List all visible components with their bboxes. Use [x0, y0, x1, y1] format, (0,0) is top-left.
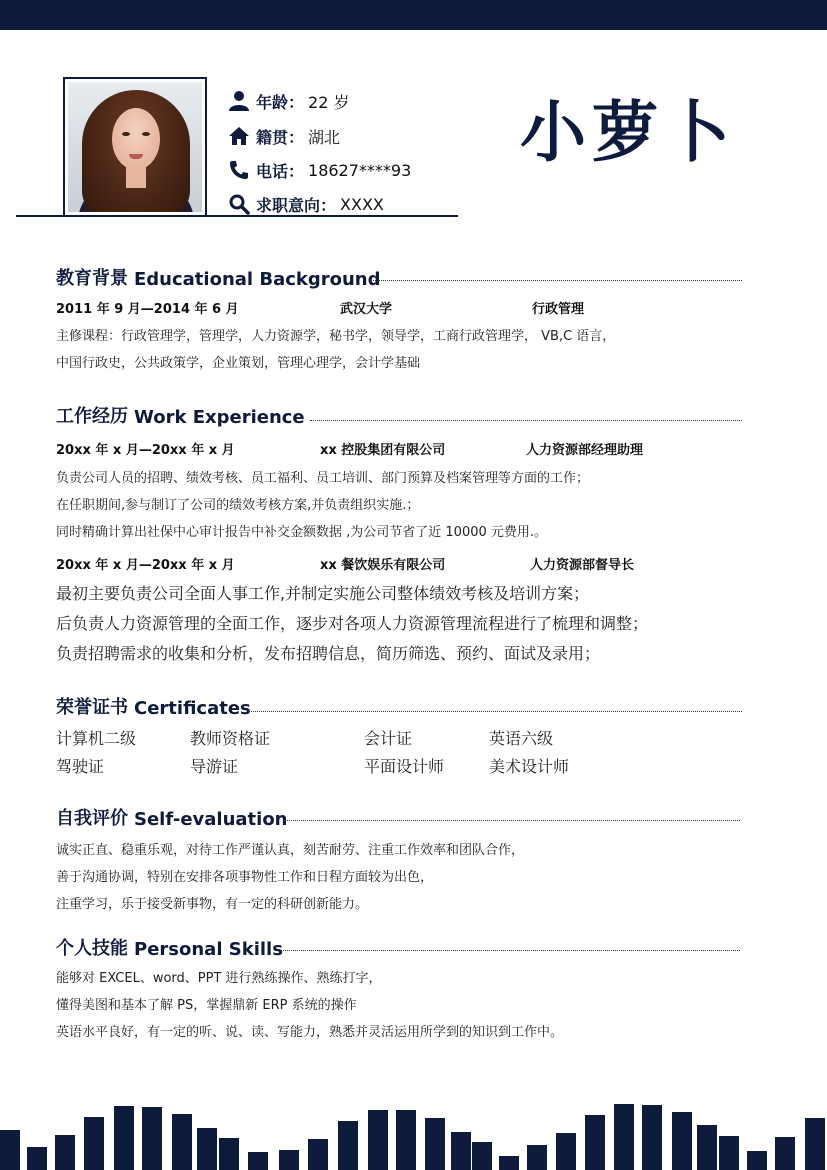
decorative-bar	[279, 1150, 299, 1170]
decorative-bar	[114, 1106, 134, 1170]
info-intention-label: 求职意向：	[256, 195, 337, 215]
skills-title-zh: 个人技能	[56, 938, 128, 959]
decorative-bar	[451, 1132, 471, 1170]
self-eval-line: 注重学习，乐于接受新事物，有一定的科研创新能力。	[56, 897, 369, 912]
education-courses-line1: 主修课程：行政管理学，管理学，人力资源学，秘书学，领导学，工商行政管理学， VB,C 语言，	[56, 329, 616, 344]
job1-line: 负责公司人员的招聘、绩效考核、员工福利、员工培训、部门预算及档案管理等方面的工作；	[56, 471, 590, 486]
avatar-face	[112, 108, 160, 170]
certificate-item: 教师资格证	[190, 729, 271, 748]
skill-line: 英语水平良好，有一定的听、说、读、写能力，熟悉并灵活运用所学到的知识到工作中。	[56, 1025, 564, 1040]
info-intention	[228, 192, 384, 216]
section-divider	[280, 950, 740, 951]
phone-icon	[228, 159, 250, 181]
certificate-item: 计算机二级	[56, 729, 137, 748]
decorative-bar	[642, 1105, 662, 1170]
certificate-item: 美术设计师	[489, 757, 570, 776]
decorative-bar	[27, 1147, 47, 1170]
section-divider	[310, 420, 742, 421]
decorative-bar	[747, 1151, 767, 1170]
work-title-zh: 工作经历	[56, 406, 128, 427]
decorative-bar	[0, 1130, 20, 1170]
certificates-title-en: Certificates	[134, 698, 251, 719]
job2-position: 人力资源部督导长	[530, 558, 635, 573]
decorative-bar	[499, 1156, 519, 1170]
decorative-bar	[248, 1152, 268, 1170]
job1-line: 在任职期间,参与制订了公司的绩效考核方案,并负责组织实施.；	[56, 498, 420, 513]
avatar-eye-left	[122, 132, 130, 136]
self-eval-line: 诚实正直、稳重乐观，对待工作严谨认真，刻苦耐劳、注重工作效率和团队合作，	[56, 843, 525, 858]
search-icon	[228, 193, 250, 215]
decorative-bar	[672, 1112, 692, 1170]
certificate-item: 英语六级	[489, 729, 554, 748]
person-icon	[228, 90, 250, 112]
profile-photo	[63, 77, 207, 217]
decorative-bar	[142, 1107, 162, 1170]
top-banner	[0, 0, 827, 30]
info-age-label: 年龄：	[256, 92, 305, 112]
decorative-bar	[614, 1104, 634, 1170]
info-hometown-value: 湖北	[308, 127, 341, 147]
decorative-bar	[338, 1121, 358, 1170]
certificates-title	[56, 693, 251, 719]
decorative-bar	[308, 1139, 328, 1170]
decorative-bar	[697, 1125, 717, 1170]
certificate-item: 导游证	[190, 757, 239, 776]
skill-line: 懂得美图和基本了解 PS，掌握鼎新 ERP 系统的操作	[56, 998, 357, 1013]
decorative-bar	[396, 1110, 416, 1170]
decorative-bar	[172, 1114, 192, 1170]
avatar	[68, 82, 202, 212]
info-intention-value: XXXX	[340, 194, 384, 214]
decorative-bar	[719, 1136, 739, 1170]
decorative-bar	[84, 1117, 104, 1170]
job2-line: 负责招聘需求的收集和分析，发布招聘信息，简历筛选、预约、面试及录用；	[56, 644, 601, 663]
self-eval-title	[56, 804, 288, 830]
home-icon	[228, 125, 250, 147]
skill-line: 能够对 EXCEL、word、PPT 进行熟练操作、熟练打字，	[56, 971, 382, 986]
self-eval-title-en: Self-evaluation	[134, 809, 288, 830]
education-courses-line2: 中国行政史，公共政策学，企业策划，管理心理学，会计学基础	[56, 356, 421, 371]
education-title-zh: 教育背景	[56, 268, 128, 289]
job1-period: 20xx 年 x 月—20xx 年 x 月	[56, 443, 235, 458]
job2-period: 20xx 年 x 月—20xx 年 x 月	[56, 558, 235, 573]
education-title-en: Educational Background	[134, 269, 381, 290]
job1-company: xx 控股集团有限公司	[320, 443, 446, 458]
info-age	[228, 89, 349, 113]
info-hometown-label: 籍贯：	[256, 127, 305, 147]
section-divider	[370, 280, 742, 281]
job2-line: 后负责人力资源管理的全面工作，逐步对各项人力资源管理流程进行了梳理和调整；	[56, 614, 649, 633]
decorative-bar	[368, 1110, 388, 1170]
info-age-value: 22 岁	[308, 92, 350, 112]
education-school: 武汉大学	[340, 302, 393, 317]
decorative-bar	[527, 1145, 547, 1170]
decorative-bar	[219, 1138, 239, 1170]
skills-title-en: Personal Skills	[134, 939, 283, 960]
education-major: 行政管理	[532, 302, 585, 317]
work-title-en: Work Experience	[134, 407, 305, 428]
job1-position: 人力资源部经理助理	[526, 443, 644, 458]
education-period: 2011 年 9 月—2014 年 6 月	[56, 302, 239, 317]
certificates-title-zh: 荣誉证书	[56, 697, 128, 718]
certificate-item: 会计证	[364, 729, 413, 748]
section-divider	[284, 820, 740, 821]
info-phone-label: 电话：	[256, 161, 305, 181]
info-hometown	[228, 124, 340, 148]
decorative-bar	[556, 1133, 576, 1170]
job2-company: xx 餐饮娱乐有限公司	[320, 558, 446, 573]
certificate-item: 驾驶证	[56, 757, 105, 776]
work-title	[56, 402, 305, 428]
decorative-bar	[585, 1115, 605, 1170]
decorative-bar	[55, 1135, 75, 1170]
certificate-item: 平面设计师	[364, 757, 445, 776]
info-phone-value: 18627****93	[308, 160, 412, 180]
decorative-bar	[197, 1128, 217, 1170]
decorative-bar	[775, 1137, 795, 1170]
self-eval-line: 善于沟通协调，特别在安排各项事物性工作和日程方面较为出色，	[56, 870, 434, 885]
decorative-bar	[805, 1118, 825, 1170]
decorative-bar	[425, 1118, 445, 1170]
skills-title	[56, 934, 283, 960]
avatar-eye-right	[142, 132, 150, 136]
info-phone	[228, 158, 411, 182]
decorative-bar	[472, 1142, 492, 1170]
job2-line: 最初主要负责公司全面人事工作,并制定实施公司整体绩效考核及培训方案；	[56, 584, 590, 603]
self-eval-title-zh: 自我评价	[56, 808, 128, 829]
resume-name: 小萝卜	[520, 94, 736, 171]
education-title	[56, 264, 381, 290]
job1-line: 同时精确计算出社保中心审计报告中补交金额数据 ,为公司节省了近 10000 元费用.。	[56, 525, 548, 540]
decorative-bar-strip	[0, 1100, 827, 1170]
section-divider	[248, 711, 742, 712]
